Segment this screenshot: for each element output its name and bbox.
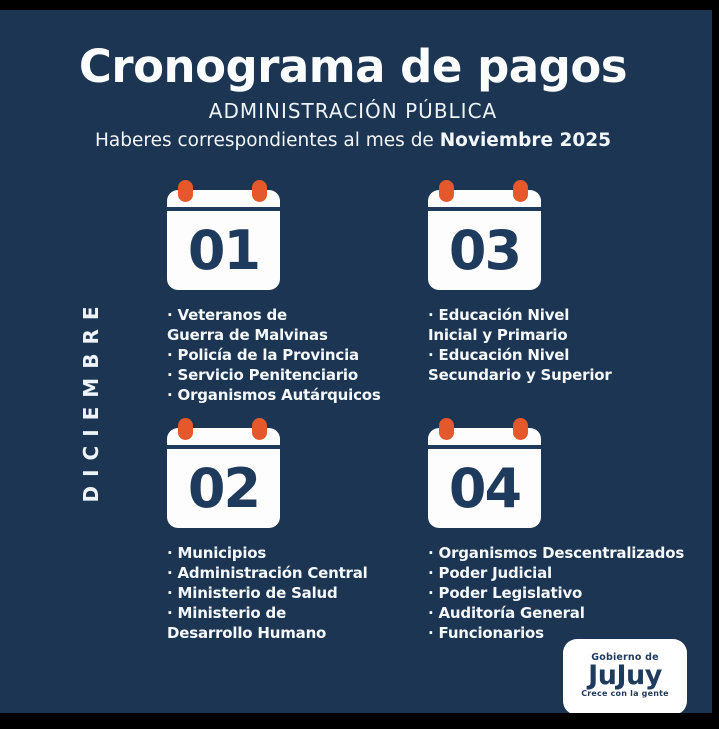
calendar-body: [167, 190, 280, 290]
day-schedule-list: [428, 305, 713, 385]
schedule-line: · Poder Judicial: [428, 564, 552, 582]
calendar-ring-icon: [513, 418, 528, 440]
day-group-02: [167, 418, 452, 642]
schedule-line: Guerra de Malvinas: [167, 326, 328, 344]
schedule-line: · Poder Legislativo: [428, 584, 583, 602]
schedule-line: · Administración Central: [167, 564, 368, 582]
calendar-icon: [167, 180, 280, 290]
page-title: Cronograma de pagos: [78, 40, 628, 93]
schedule-line: Inicial y Primario: [428, 326, 568, 344]
day-schedule-list: [167, 305, 452, 405]
day-number: 04: [448, 457, 521, 520]
calendar-icon: [428, 418, 541, 528]
day-number: 03: [448, 219, 521, 282]
schedule-line: · Organismos Autárquicos: [167, 386, 381, 404]
calendar-body: [428, 428, 541, 528]
right-black-border: [712, 0, 719, 729]
calendar-ring-icon: [439, 180, 454, 202]
government-logo: [563, 639, 687, 715]
schedule-line: Secundario y Superior: [428, 366, 612, 384]
schedule-line: · Veteranos de: [167, 306, 287, 324]
calendar-ring-icon: [252, 180, 267, 202]
schedule-line: · Ministerio de: [167, 604, 287, 622]
day-schedule-list: [428, 543, 713, 643]
schedule-line: · Funcionarios: [428, 624, 544, 642]
schedule-line: · Servicio Penitenciario: [167, 366, 358, 384]
day-group-04: [428, 418, 713, 642]
calendar-icon: [428, 180, 541, 290]
day-number: 02: [187, 457, 260, 520]
calendar-ring-icon: [252, 418, 267, 440]
schedule-line: Desarrollo Humano: [167, 624, 327, 642]
day-number: 01: [187, 219, 260, 282]
subtitle: ADMINISTRACIÓN PÚBLICA: [208, 99, 498, 123]
intro-month-bold: Noviembre 2025: [439, 130, 611, 151]
schedule-line: · Educación Nivel: [428, 306, 570, 324]
schedule-line: · Organismos Descentralizados: [428, 544, 685, 562]
schedule-line: · Ministerio de Salud: [167, 584, 338, 602]
schedule-line: · Educación Nivel: [428, 346, 570, 364]
calendar-ring-icon: [178, 180, 193, 202]
day-group-01: [167, 180, 452, 404]
day-schedule-list: [167, 543, 452, 643]
calendar-body: [167, 428, 280, 528]
calendar-ring-icon: [439, 418, 454, 440]
logo-name: JuJuy: [588, 660, 662, 691]
calendar-icon: [167, 418, 280, 528]
top-black-border: [0, 0, 719, 10]
intro-regular-text: Haberes correspondientes al mes de: [95, 130, 440, 151]
schedule-line: · Auditoría General: [428, 604, 585, 622]
calendar-ring-icon: [178, 418, 193, 440]
month-vertical-label: DICIEMBRE: [79, 297, 103, 503]
calendar-ring-icon: [513, 180, 528, 202]
schedule-line: · Municipios: [167, 544, 267, 562]
calendar-body: [428, 190, 541, 290]
schedule-line: · Policía de la Provincia: [167, 346, 359, 364]
intro-line: [0, 130, 706, 151]
logo-top-label: Gobierno de: [591, 652, 659, 663]
day-group-03: [428, 180, 713, 384]
bottom-black-border: [0, 713, 719, 729]
logo-tagline: Crece con la gente: [581, 689, 669, 698]
